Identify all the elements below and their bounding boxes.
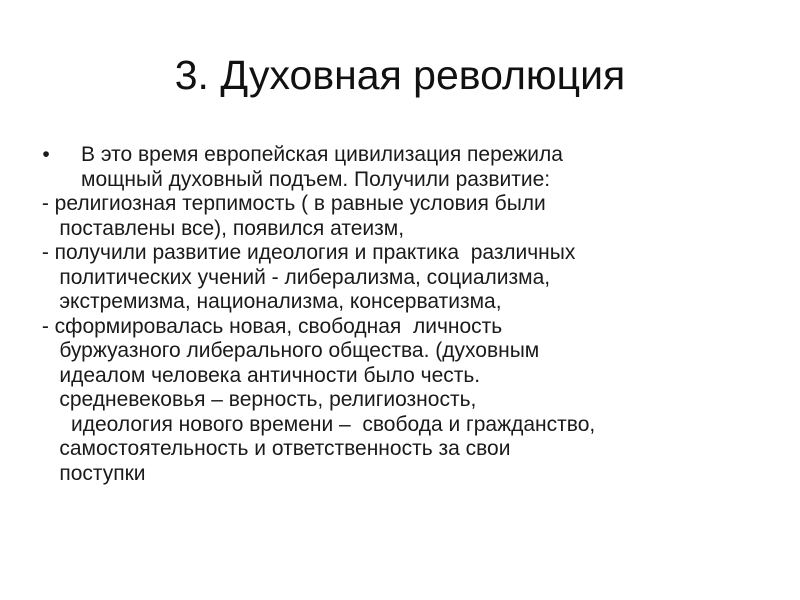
bullet-text: [81, 143, 776, 192]
bullet-line-1: В это время европейская цивилизация пережила: [81, 143, 563, 166]
paragraph-line: идеология нового времени – свобода и гражданство,: [36, 412, 596, 436]
paragraph-line: экстремизма, национализма, консерватизма,: [36, 290, 502, 313]
paragraph-line: идеалом человека античности было честь.: [36, 363, 481, 387]
bullet-item: [36, 143, 776, 192]
paragraph-line: средневековья – верность, религиозность,: [36, 388, 477, 411]
paragraph-line: поступки: [36, 461, 146, 485]
paragraph-ideology: [36, 241, 776, 315]
paragraph-tolerance: [36, 192, 776, 241]
paragraph-line: политических учений - либерализма, социализма,: [36, 265, 551, 289]
paragraph-line: - получили развитие идеология и практика различных: [36, 241, 576, 264]
slide-title: 3. Духовная революция: [174, 52, 626, 98]
paragraph-line: буржуазного либерального общества. (духовным: [36, 339, 540, 362]
bullet-line-2: мощный духовный подъем. Получили развитие:: [81, 167, 551, 191]
paragraph-new-time-ideology: [36, 413, 776, 487]
slide-body: [36, 143, 776, 486]
paragraph-line: - религиозная терпимость ( в равные условия были: [36, 192, 546, 215]
paragraph-personality: [36, 315, 776, 413]
bullet-marker: •: [42, 143, 50, 166]
paragraph-line: поставлены все), появился атеизм,: [36, 216, 405, 240]
paragraph-line: самостоятельность и ответственность за свои: [36, 437, 511, 460]
paragraph-line: - сформировалась новая, свободная личность: [36, 314, 503, 338]
